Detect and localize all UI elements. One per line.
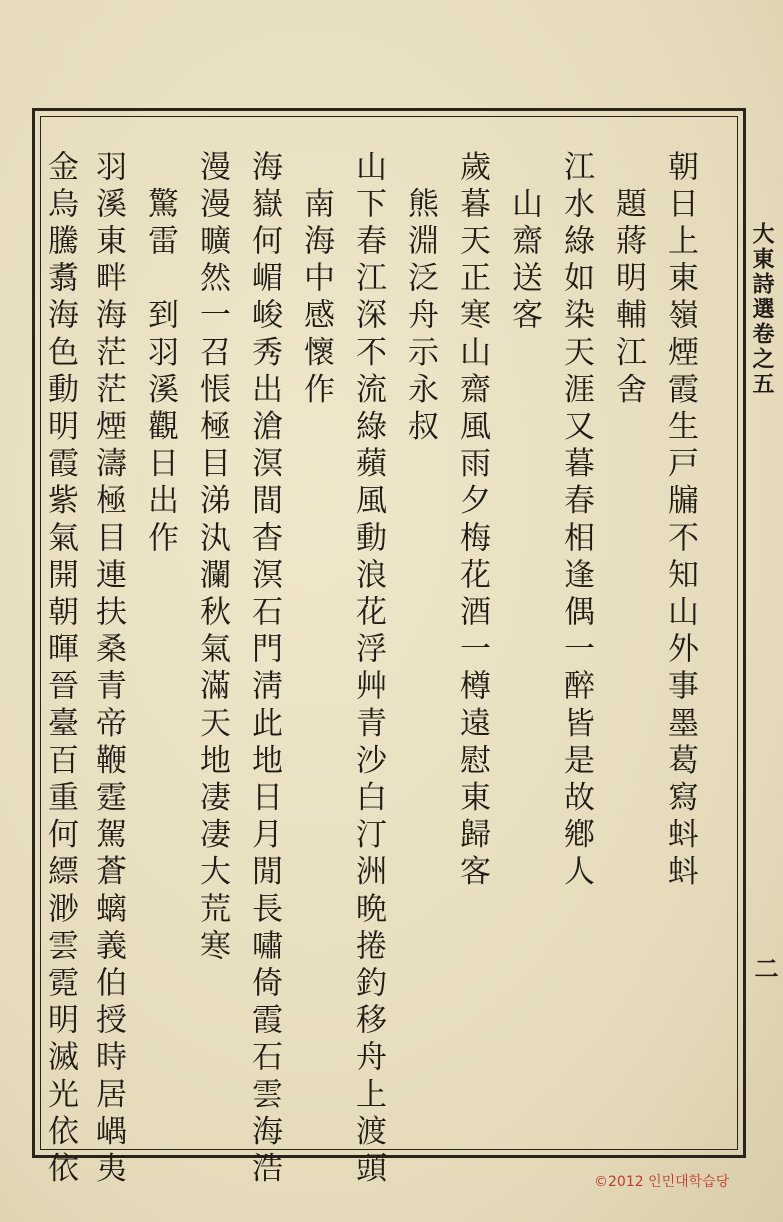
text-column-10: 漫漫曠然一召悵極目涕汍瀾秋氣滿天地凄凄大荒寒 xyxy=(194,150,230,967)
text-column-3: 江水綠如染天涯又暮春相逢偶一醉皆是故鄕人 xyxy=(558,150,594,892)
poem-heading-column-6: 熊淵泛舟示永叔 xyxy=(402,150,438,447)
text-column-12: 羽溪東畔海茫茫煙濤極目連扶桑青帝鞭霆駕蒼螭義伯授時居嵎夷 xyxy=(90,150,126,1189)
poem-heading-column-4: 山齋送客 xyxy=(506,150,542,336)
text-column-1: 朝日上東嶺煙霞生戸牖不知山外事墨葛寫蚪蚪 xyxy=(662,150,698,892)
text-column-5: 歲暮天正寒山齋風雨夕梅花酒一樽遠慰東歸客 xyxy=(454,150,490,892)
text-column-9: 海嶽何嵋峻秀出滄溟間杳溟石門淸此地日月閒長嘯倚霞石雲海浩 xyxy=(246,150,282,1189)
text-column-7: 山下春江深不流綠蘋風動浪花浮艸青沙白汀洲晩捲釣移舟上渡頭 xyxy=(350,150,386,1189)
copyright-notice: ©2012 인민대학습당 xyxy=(594,1174,730,1190)
poem-heading-column-8: 南海中感懷作 xyxy=(298,150,334,410)
margin-title: 大東詩選卷之五 xyxy=(749,222,775,397)
page-number: 二 xyxy=(750,956,779,980)
poem-heading-column-11: 驚雷 到羽溪觀日出作 xyxy=(142,150,178,559)
poem-heading-column-2: 題蔣明輔江舍 xyxy=(610,150,646,410)
text-column-13: 金烏騰翥海色動明霞紫氣開朝暉晉臺百重何縹渺雲霓明滅光依依 xyxy=(42,150,78,1189)
